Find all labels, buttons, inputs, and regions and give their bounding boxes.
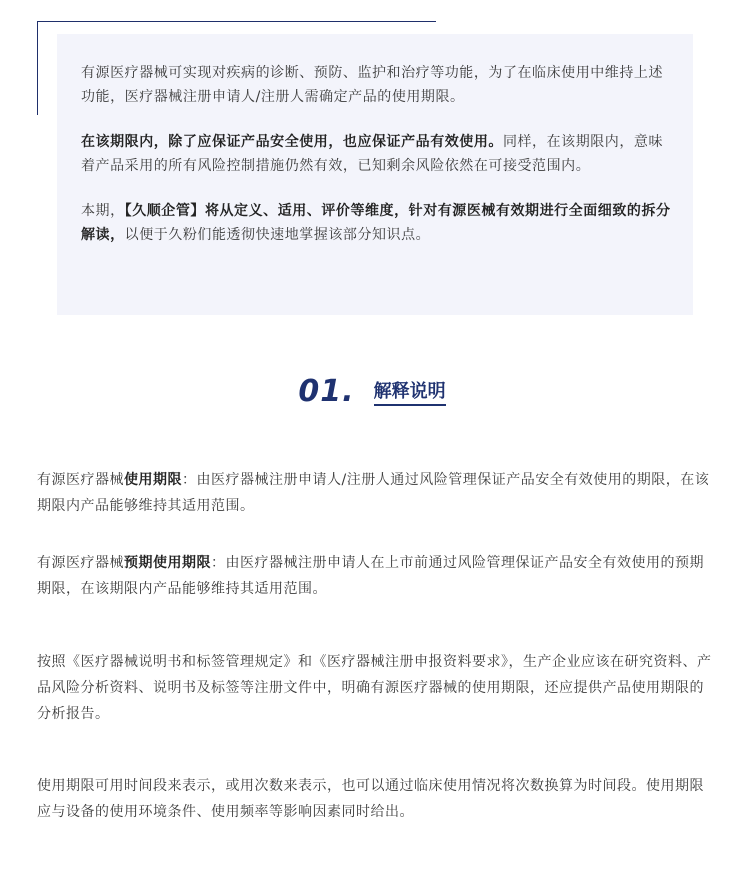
- definition-usage-period: [37, 467, 717, 519]
- decorative-left-line: [37, 21, 38, 115]
- intro-paragraph-1: 有源医疗器械可实现对疾病的诊断、预防、监护和治疗等功能，为了在临床使用中维持上述功能，医疗器械注册申请人/注册人需确定产品的使用期限。: [81, 65, 663, 105]
- expression-paragraph: 使用期限可用时间段来表示，或用次数来表示，也可以通过临床使用情况将次数换算为时间段。使用期限应与设备的使用环境条件、使用频率等影响因素同时给出。: [37, 778, 704, 820]
- intro-paragraph-3-bold: 【久顺企管】将从定义、适用、评价等维度，针对有源医械有效期进行全面细致的拆分解读，: [81, 203, 671, 243]
- intro-paragraph-3-lead: 本期，: [81, 203, 125, 219]
- section-title: 解释说明: [374, 377, 446, 406]
- intro-paragraph-2: [81, 130, 671, 178]
- intro-paragraph-3: [81, 199, 671, 247]
- section-heading: [0, 374, 744, 409]
- intro-paragraph-3-text: 以便于久粉们能透彻快速地掌握该部分知识点。: [124, 227, 431, 243]
- definition-2-text: ：由医疗器械注册申请人在上市前通过风险管理保证产品安全有效使用的预期期限，在该期限内产品能够维持其适用范围。: [37, 555, 704, 597]
- definition-1-term: 使用期限: [124, 472, 182, 488]
- regulation-paragraph: 按照《医疗器械说明书和标签管理规定》和《医疗器械注册申报资料要求》，生产企业应该在研究资料、产品风险分析资料、说明书及标签等注册文件中，明确有源医疗器械的使用期限，还应提供产品使用期限的分析报告。: [37, 654, 712, 722]
- intro-paragraph-2-bold: 在该期限内，除了应保证产品安全使用，也应保证产品有效使用。: [81, 134, 503, 150]
- definition-1-lead: 有源医疗器械: [37, 472, 124, 488]
- definition-2-lead: 有源医疗器械: [37, 555, 124, 571]
- definition-expected-usage-period: [37, 550, 717, 602]
- intro-box: [57, 34, 693, 315]
- definition-2-term: 预期使用期限: [124, 555, 211, 571]
- definition-1-text: ：由医疗器械注册申请人/注册人通过风险管理保证产品安全有效使用的期限，在该期限内产品能够维持其适用范围。: [37, 472, 710, 514]
- intro-paragraph-2-text: 同样，在该期限内，意味着产品采用的所有风险控制措施仍然有效，已知剩余风险依然在可接受范围内。: [81, 134, 664, 174]
- decorative-top-line: [37, 21, 436, 22]
- section-number: 01.: [298, 374, 355, 409]
